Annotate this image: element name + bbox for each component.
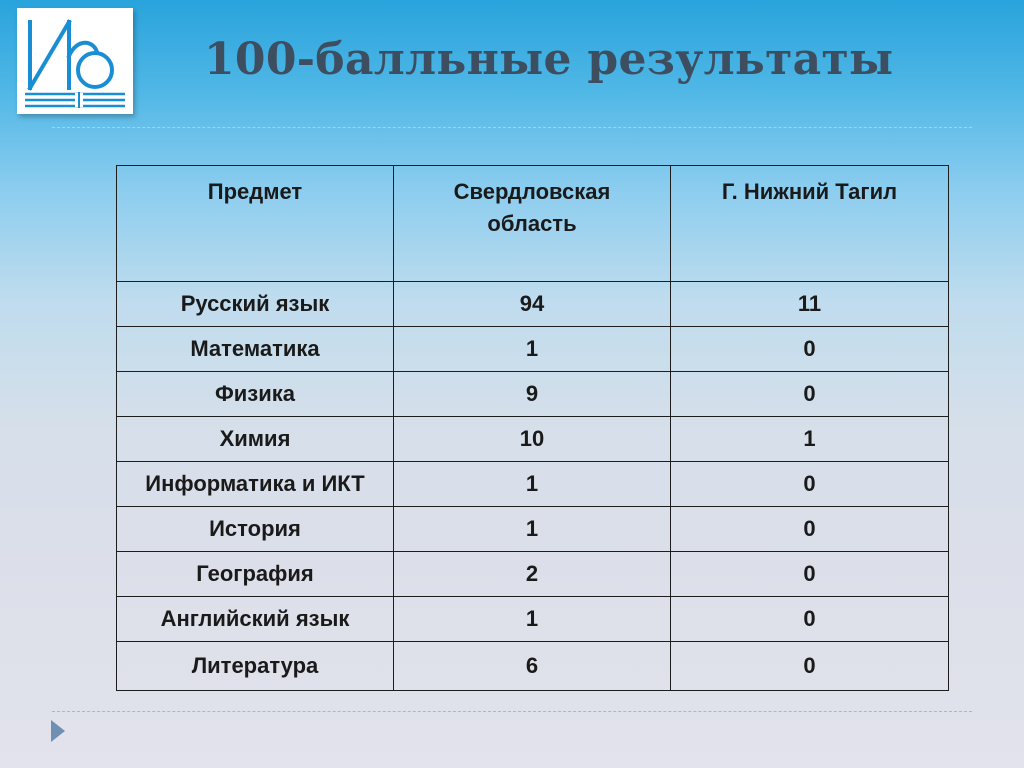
top-divider (52, 127, 972, 128)
region-count-cell: 10 (394, 417, 671, 462)
city-count-cell: 0 (671, 597, 949, 642)
bottom-divider (52, 711, 972, 712)
subject-cell: Физика (117, 372, 394, 417)
region-count-cell: 9 (394, 372, 671, 417)
region-count-cell: 1 (394, 507, 671, 552)
subject-cell: Математика (117, 327, 394, 372)
table-row (117, 282, 949, 327)
table-row (117, 417, 949, 462)
table-row (117, 597, 949, 642)
table-row (117, 372, 949, 417)
table-row (117, 642, 949, 691)
header-subject: Предмет (117, 166, 394, 282)
play-arrow-icon[interactable] (51, 720, 65, 742)
city-count-cell: 1 (671, 417, 949, 462)
results-table (116, 165, 949, 691)
region-count-cell: 1 (394, 327, 671, 372)
city-count-cell: 0 (671, 372, 949, 417)
slide-title: 100-балльные результаты (204, 34, 894, 85)
city-count-cell: 0 (671, 507, 949, 552)
subject-cell: Информатика и ИКТ (117, 462, 394, 507)
subject-cell: История (117, 507, 394, 552)
region-count-cell: 2 (394, 552, 671, 597)
table-row (117, 507, 949, 552)
region-count-cell: 94 (394, 282, 671, 327)
table-row (117, 462, 949, 507)
city-count-cell: 11 (671, 282, 949, 327)
subject-cell: Русский язык (117, 282, 394, 327)
table-row (117, 327, 949, 372)
subject-cell: Английский язык (117, 597, 394, 642)
region-count-cell: 1 (394, 597, 671, 642)
region-count-cell: 1 (394, 462, 671, 507)
table-header-row (117, 166, 949, 282)
header-nizhny-tagil: Г. Нижний Тагил (671, 166, 949, 282)
city-count-cell: 0 (671, 327, 949, 372)
city-count-cell: 0 (671, 642, 949, 691)
ivo-monogram-icon (17, 8, 133, 114)
city-count-cell: 0 (671, 552, 949, 597)
subject-cell: Литература (117, 642, 394, 691)
header-sverdlovsk-region: Свердловская область (394, 166, 671, 282)
subject-cell: Химия (117, 417, 394, 462)
region-count-cell: 6 (394, 642, 671, 691)
logo (17, 8, 133, 114)
subject-cell: География (117, 552, 394, 597)
city-count-cell: 0 (671, 462, 949, 507)
table-row (117, 552, 949, 597)
